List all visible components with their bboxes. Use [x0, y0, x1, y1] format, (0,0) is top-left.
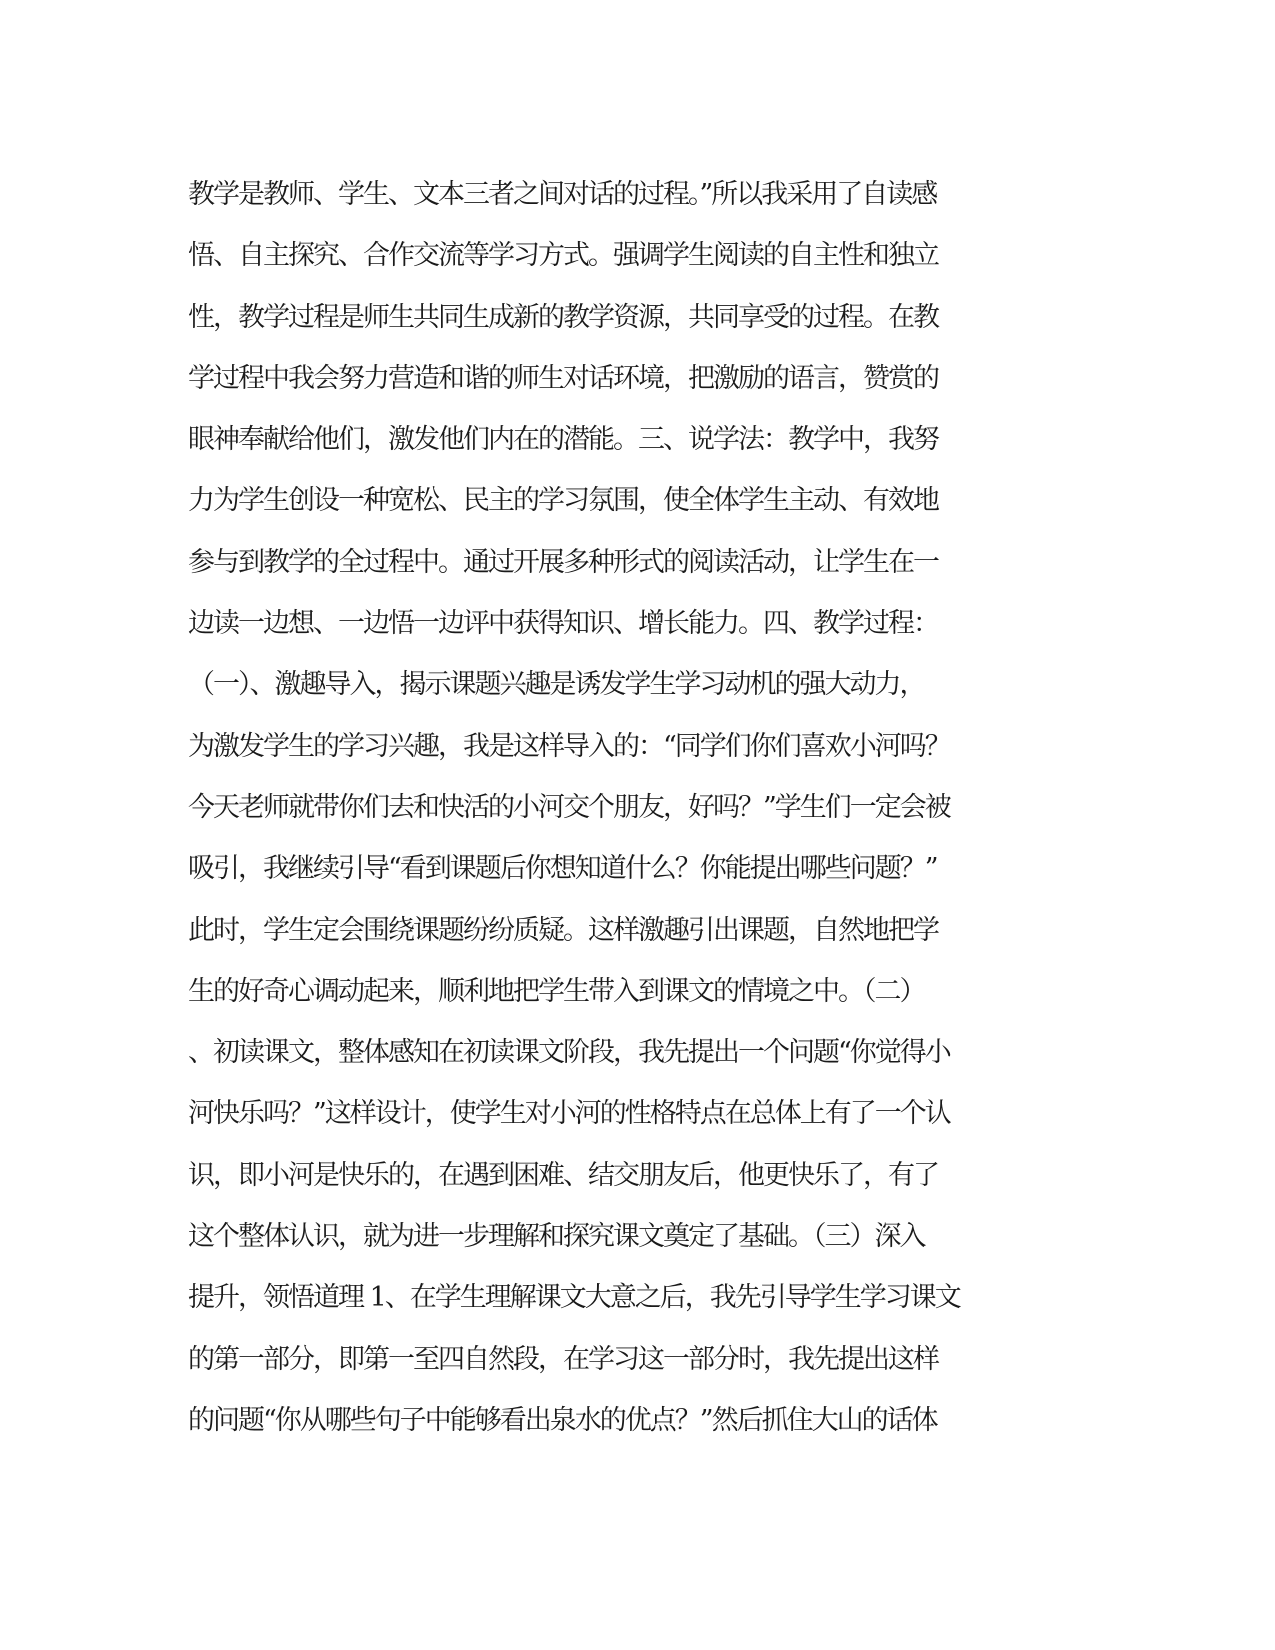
text-line: 吸引，我继续引导“看到课题后你想知道什么？你能提出哪些问题？” [188, 853, 937, 885]
text-line: 力为学生创设一种宽松、民主的学习氛围，使全体学生主动、有效地 [188, 485, 938, 517]
text-line: 今天老师就带你们去和快活的小河交个朋友，好吗？”学生们一定会被 [188, 791, 950, 823]
text-line: 识，即小河是快乐的，在遇到困难、结交朋友后，他更快乐了，有了 [188, 1159, 938, 1191]
text-line: 眼神奉献给他们，激发他们内在的潜能。三、说学法：教学中，我努 [188, 424, 938, 456]
text-line: 提升，领悟道理 1、在学生理解课文大意之后，我先引导学生学习课文 [188, 1282, 960, 1314]
text-line: 参与到教学的全过程中。通过开展多种形式的阅读活动，让学生在一 [188, 546, 938, 578]
text-line: 此时，学生定会围绕课题纷纷质疑。这样激趣引出课题，自然地把学 [188, 914, 938, 946]
text-line: 、初读课文，整体感知在初读课文阶段，我先提出一个问题“你觉得小 [188, 1037, 950, 1069]
text-line: 这个整体认识，就为进一步理解和探究课文奠定了基础。（三）深入 [188, 1221, 925, 1253]
text-line: 性，教学过程是师生共同生成新的教学资源，共同享受的过程。在教 [188, 301, 938, 333]
text-line: 的第一部分，即第一至四自然段，在学习这一部分时，我先提出这样 [188, 1343, 938, 1375]
text-line: 河快乐吗？”这样设计，使学生对小河的性格特点在总体上有了一个认 [188, 1098, 950, 1130]
text-line: 为激发学生的学习兴趣，我是这样导入的：“同学们你们喜欢小河吗？ [188, 730, 950, 762]
body-text [188, 164, 1088, 1451]
text-line: 的问题“你从哪些句子中能够看出泉水的优点？”然后抓住大山的话体 [188, 1404, 937, 1436]
text-line: 教学是教师、学生、文本三者之间对话的过程。”所以我采用了自读感 [188, 179, 937, 210]
text-line: 悟、自主探究、合作交流等学习方式。强调学生阅读的自主性和独立 [188, 240, 938, 272]
text-line: （一）、激趣导入，揭示课题兴趣是诱发学生学习动机的强大动力， [188, 669, 925, 701]
text-line: 边读一边想、一边悟一边评中获得知识、增长能力。四、教学过程： [188, 608, 938, 640]
text-line: 生的好奇心调动起来，顺利地把学生带入到课文的情境之中。（二） [188, 975, 925, 1007]
text-line: 学过程中我会努力营造和谐的师生对话环境，把激励的语言，赞赏的 [188, 362, 938, 394]
